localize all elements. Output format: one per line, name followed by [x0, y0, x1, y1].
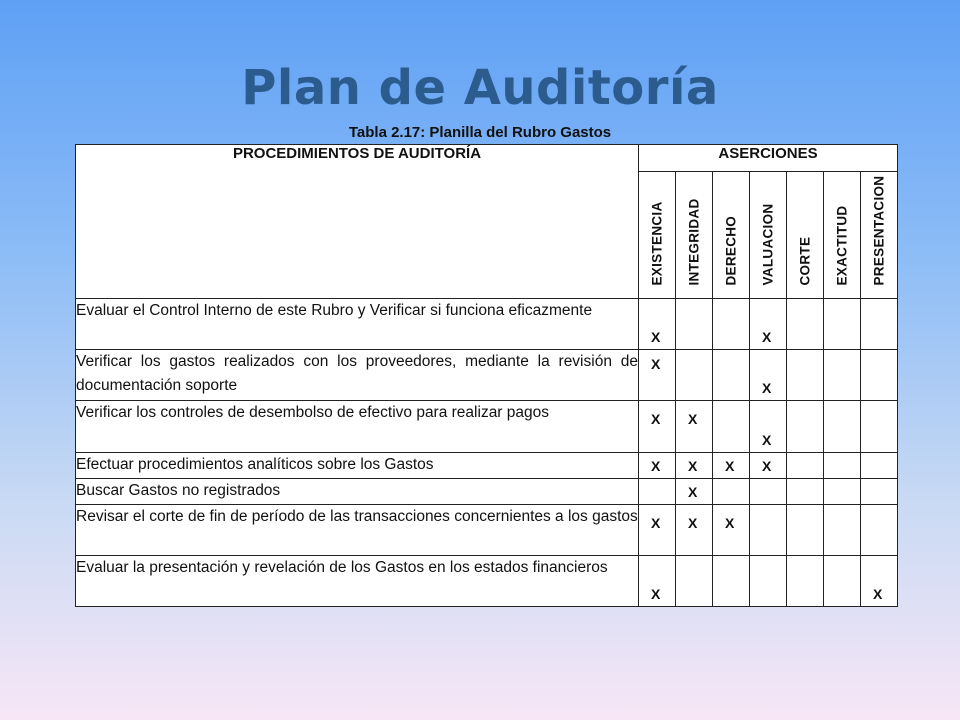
assertion-header-corte: CORTE	[787, 172, 824, 299]
mark-cell: X	[750, 401, 787, 453]
mark-cell	[787, 401, 824, 453]
mark-cell	[824, 299, 861, 350]
procedure-cell: Evaluar la presentación y revelación de los Gastos en los estados financieros	[76, 556, 639, 607]
mark-cell: X	[639, 556, 676, 607]
mark-cell: X	[676, 505, 713, 556]
header-row-top	[76, 145, 898, 172]
mark-cell: X	[676, 453, 713, 479]
mark-cell: X	[639, 453, 676, 479]
mark-cell: X	[639, 350, 676, 401]
mark-cell: X	[861, 556, 898, 607]
mark-cell	[787, 556, 824, 607]
mark-cell	[861, 401, 898, 453]
mark-cell: X	[750, 350, 787, 401]
mark-cell	[639, 479, 676, 505]
mark-cell	[713, 350, 750, 401]
mark-cell	[824, 505, 861, 556]
mark-cell	[787, 505, 824, 556]
procedure-cell: Revisar el corte de fin de período de las transacciones concernientes a los gastos	[76, 505, 639, 556]
mark-cell	[787, 479, 824, 505]
assertion-header-integridad: INTEGRIDAD	[676, 172, 713, 299]
table-row	[76, 556, 898, 607]
mark-cell	[750, 479, 787, 505]
assertions-header: ASERCIONES	[639, 145, 898, 172]
mark-cell	[824, 453, 861, 479]
mark-cell	[750, 556, 787, 607]
procedures-header: PROCEDIMIENTOS DE AUDITORÍA	[76, 145, 639, 299]
mark-cell	[676, 350, 713, 401]
mark-cell	[824, 350, 861, 401]
mark-cell	[787, 453, 824, 479]
procedure-cell: Efectuar procedimientos analíticos sobre los Gastos	[76, 453, 639, 479]
table-row	[76, 505, 898, 556]
mark-cell	[861, 453, 898, 479]
procedure-cell: Buscar Gastos no registrados	[76, 479, 639, 505]
table-row	[76, 453, 898, 479]
mark-cell	[861, 350, 898, 401]
table-row	[76, 479, 898, 505]
assertion-header-derecho: DERECHO	[713, 172, 750, 299]
table-caption: Tabla 2.17: Planilla del Rubro Gastos	[348, 124, 612, 141]
mark-cell: X	[639, 401, 676, 453]
table-row	[76, 299, 898, 350]
mark-cell: X	[676, 479, 713, 505]
mark-cell	[787, 350, 824, 401]
mark-cell	[787, 299, 824, 350]
audit-plan-table	[75, 144, 898, 607]
mark-cell: X	[639, 505, 676, 556]
mark-cell	[713, 479, 750, 505]
mark-cell	[676, 556, 713, 607]
assertion-header-presentacion: PRESENTACION	[861, 172, 898, 299]
mark-cell: X	[639, 299, 676, 350]
table-row	[76, 401, 898, 453]
procedure-cell: Evaluar el Control Interno de este Rubro y Verificar si funciona eficazmente	[76, 299, 639, 350]
assertion-header-existencia: EXISTENCIA	[639, 172, 676, 299]
mark-cell	[824, 556, 861, 607]
mark-cell	[824, 479, 861, 505]
procedure-cell: Verificar los controles de desembolso de efectivo para realizar pagos	[76, 401, 639, 453]
mark-cell	[824, 401, 861, 453]
mark-cell	[750, 505, 787, 556]
mark-cell	[861, 479, 898, 505]
assertion-header-valuacion: VALUACION	[750, 172, 787, 299]
mark-cell	[713, 401, 750, 453]
mark-cell	[713, 299, 750, 350]
mark-cell	[861, 505, 898, 556]
mark-cell: X	[713, 505, 750, 556]
procedure-cell: Verificar los gastos realizados con los proveedores, mediante la revisión de documentación soporte	[76, 350, 639, 401]
assertion-header-exactitud: EXACTITUD	[824, 172, 861, 299]
mark-cell: X	[750, 453, 787, 479]
table-row	[76, 350, 898, 401]
slide-title: Plan de Auditoría	[241, 60, 719, 116]
mark-cell: X	[750, 299, 787, 350]
mark-cell	[676, 299, 713, 350]
mark-cell	[861, 299, 898, 350]
mark-cell: X	[676, 401, 713, 453]
mark-cell	[713, 556, 750, 607]
mark-cell: X	[713, 453, 750, 479]
